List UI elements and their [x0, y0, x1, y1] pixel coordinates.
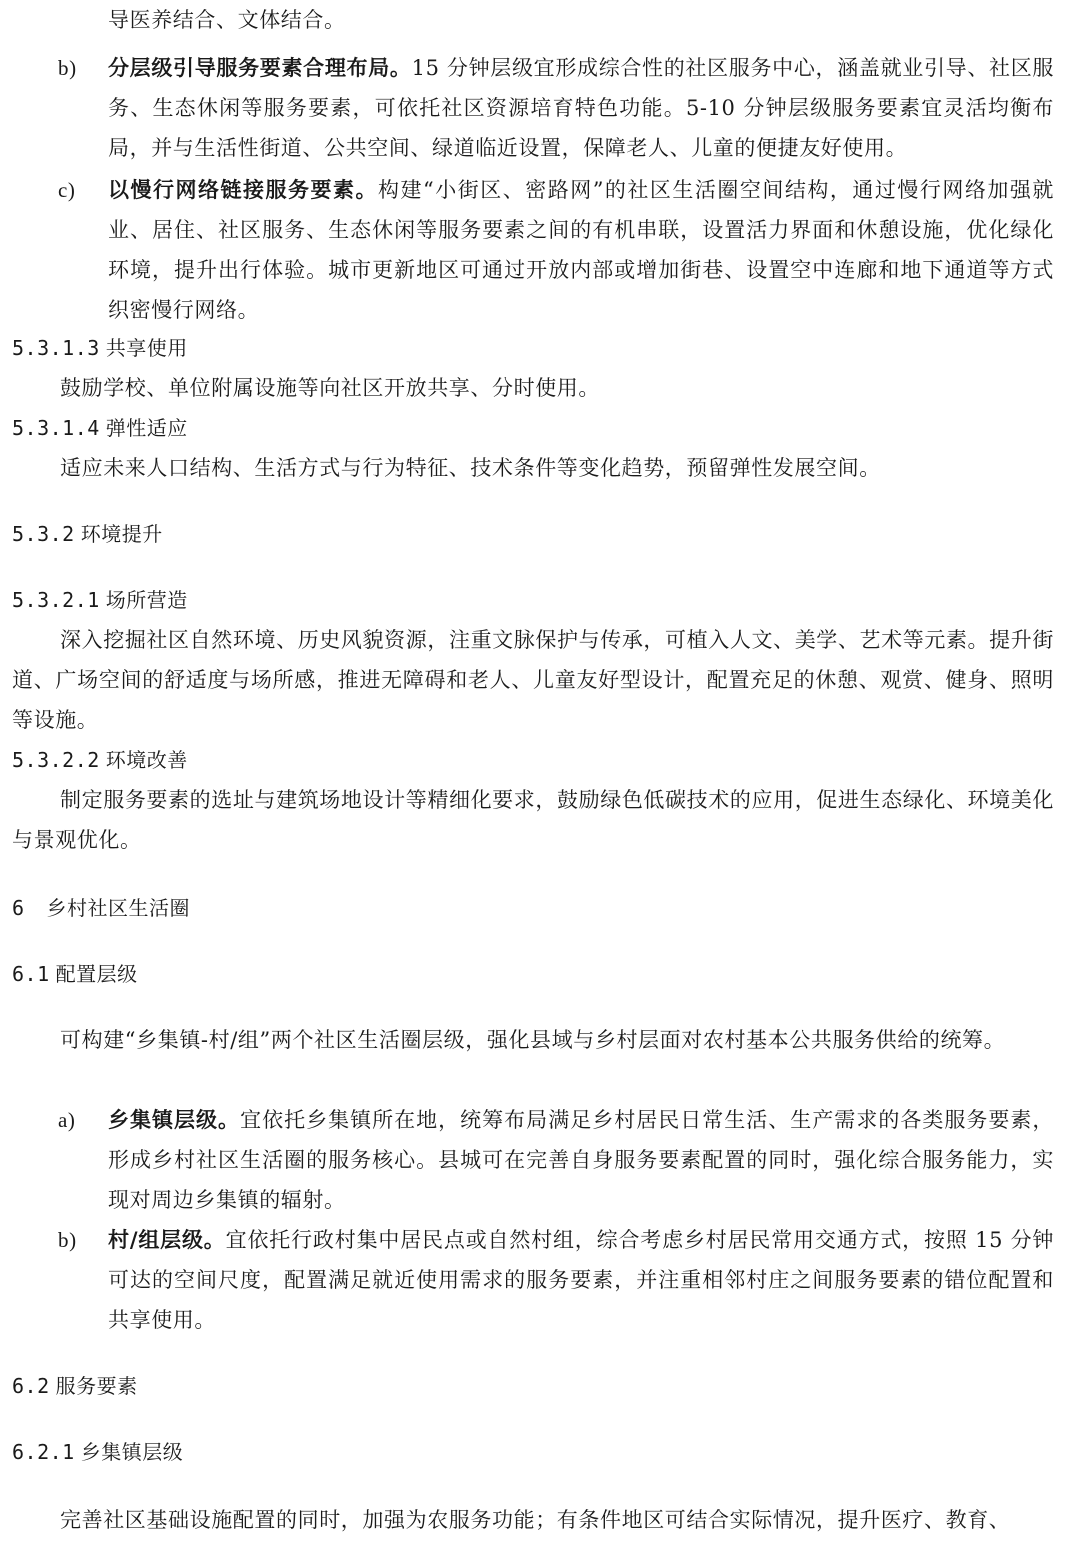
section-number: 5.3.1.3	[12, 336, 100, 360]
list-item-lead: 以慢行网络链接服务要素。	[108, 178, 378, 202]
list-marker: b)	[58, 1228, 77, 1252]
section-number: 6.2.1	[12, 1440, 75, 1464]
section-number: 6.2	[12, 1374, 50, 1398]
section-number: 5.3.2.1	[12, 588, 100, 612]
top-fragment: 导医养结合、文体结合。	[108, 8, 346, 32]
list-item	[58, 1100, 1054, 1220]
list-item-lead: 乡集镇层级。	[108, 1108, 241, 1132]
section-title: 共享使用	[105, 336, 188, 360]
section-heading-6-2-1	[12, 1434, 183, 1470]
section-heading-6-2	[12, 1368, 138, 1404]
section-heading-5-3-2	[12, 516, 163, 552]
section-number: 6.1	[12, 962, 50, 986]
section-title: 弹性适应	[105, 416, 188, 440]
list-item-text: 15 分钟层级宜形成综合性的社区服务中心，涵盖就业引导、社区服务、生态休闲等服务要素，可依托社区资源培育特色功能。5-10 分钟层级服务要素宜灵活均衡布局，并与生活性街道、公共空间、绿道临近设置，保障老人、儿童的便捷友好使用。	[108, 56, 1054, 160]
section-title: 环境提升	[80, 522, 163, 546]
section-body: 可构建“乡集镇-村/组”两个社区生活圈层级，强化县域与乡村层面对农村基本公共服务供给的统筹。	[60, 1028, 1006, 1052]
list-item-text: 宜依托乡集镇所在地，统筹布局满足乡村居民日常生活、生产需求的各类服务要素，形成乡村社区生活圈的服务核心。县城可在完善自身服务要素配置的同时，强化综合服务能力，实现对周边乡集镇的辐射。	[108, 1108, 1054, 1212]
list-item-text: 宜依托行政村集中居民点或自然村组，综合考虑乡村居民常用交通方式，按照 15 分钟可达的空间尺度，配置满足就近使用需求的服务要素，并注重相邻村庄之间服务要素的错位配置和共享使用。	[108, 1228, 1054, 1332]
section-body: 鼓励学校、单位附属设施等向社区开放共享、分时使用。	[60, 376, 600, 400]
section-heading-5-3-2-2	[12, 742, 188, 778]
section-title: 乡村社区生活圈	[46, 896, 191, 920]
list-marker: b)	[58, 56, 77, 80]
list-item	[58, 170, 1054, 330]
section-number: 5.3.2.2	[12, 748, 100, 772]
section-body: 适应未来人口结构、生活方式与行为特征、技术条件等变化趋势，预留弹性发展空间。	[60, 456, 881, 480]
section-number: 5.3.1.4	[12, 416, 100, 440]
list-item	[58, 48, 1054, 168]
list-item-lead: 分层级引导服务要素合理布局。	[108, 56, 412, 80]
section-heading-5-3-1-4	[12, 410, 188, 446]
section-title: 服务要素	[55, 1374, 138, 1398]
section-title: 乡集镇层级	[80, 1440, 184, 1464]
section-number: 5.3.2	[12, 522, 75, 546]
section-body: 制定服务要素的选址与建筑场地设计等精细化要求，鼓励绿色低碳技术的应用，促进生态绿化、环境美化与景观优化。	[12, 788, 1054, 852]
section-heading-5-3-1-3	[12, 330, 188, 366]
section-title: 配置层级	[55, 962, 138, 986]
section-heading-5-3-2-1	[12, 582, 188, 618]
section-body: 完善社区基础设施配置的同时，加强为农服务功能；有条件地区可结合实际情况，提升医疗、教育、	[60, 1508, 1011, 1532]
section-number: 6	[12, 896, 25, 920]
section-title: 环境改善	[105, 748, 188, 772]
list-item-text: 构建“小街区、密路网”的社区生活圈空间结构，通过慢行网络加强就业、居住、社区服务、生态休闲等服务要素之间的有机串联，设置活力界面和休憩设施，优化绿化环境，提升出行体验。城市更新地区可通过开放内部或增加街巷、设置空中连廊和地下通道等方式织密慢行网络。	[108, 178, 1054, 322]
list-item	[58, 1220, 1054, 1340]
section-body: 深入挖掘社区自然环境、历史风貌资源，注重文脉保护与传承，可植入人文、美学、艺术等元素。提升街道、广场空间的舒适度与场所感，推进无障碍和老人、儿童友好型设计，配置充足的休憩、观赏、健身、照明等设施。	[12, 628, 1054, 732]
section-heading-6-1	[12, 956, 138, 992]
section-title: 场所营造	[105, 588, 188, 612]
section-heading-6	[12, 890, 190, 926]
list-item-lead: 村/组层级。	[108, 1228, 226, 1252]
list-marker: a)	[58, 1108, 76, 1132]
list-marker: c)	[58, 178, 76, 202]
